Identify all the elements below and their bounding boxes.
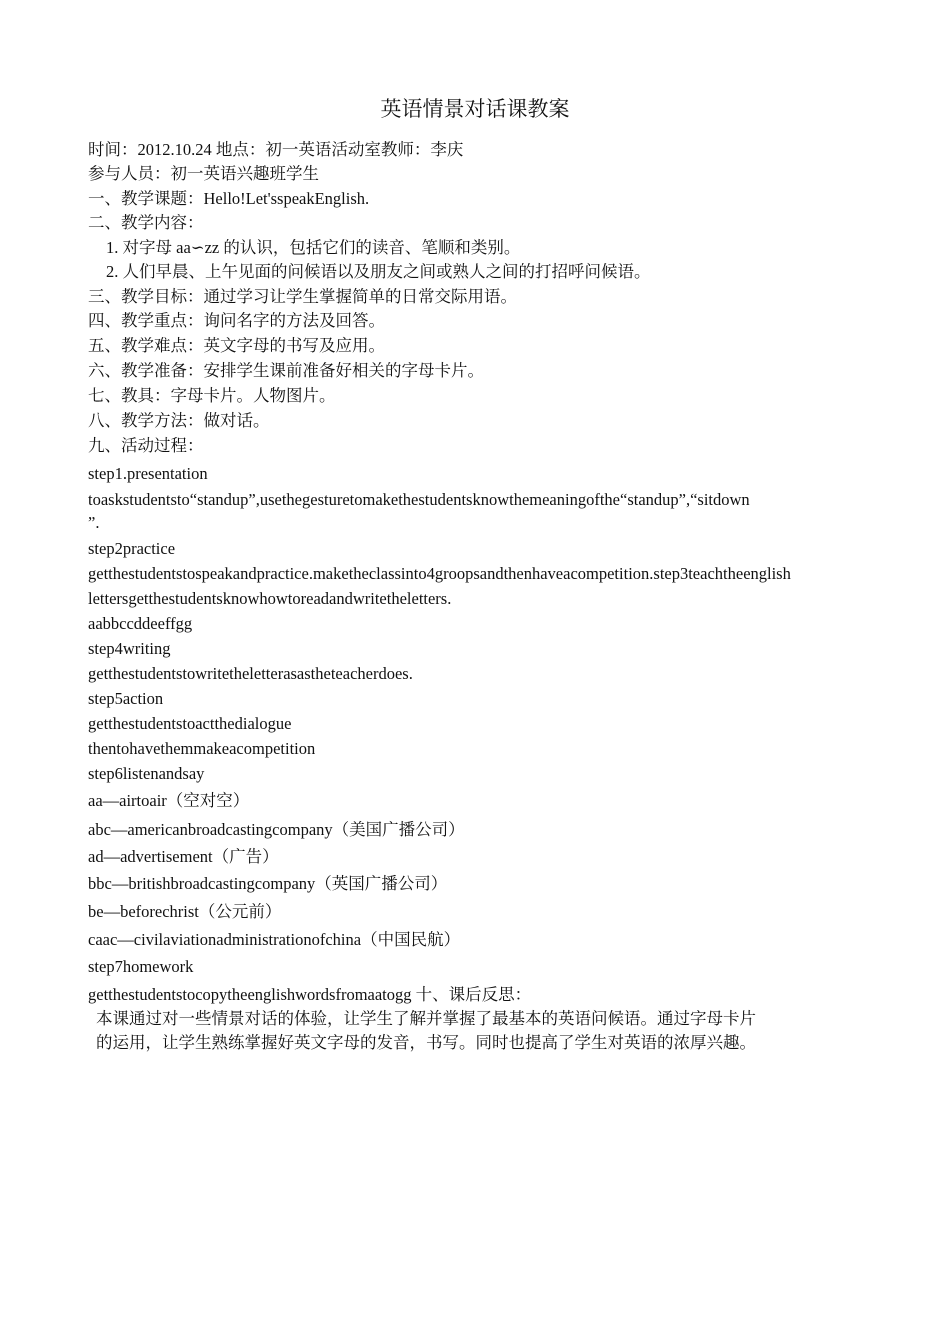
step7-text-and-reflection-heading: getthestudentstocopytheenglishwordsfromaatogg 十、课后反思： bbox=[88, 985, 532, 1004]
step1-heading: step1.presentation bbox=[88, 464, 208, 483]
step5-text-2: thentohavethemmakeacompetition bbox=[88, 739, 316, 758]
reflection-paragraph-line-2: 的运用，让学生熟练掌握好英文字母的发音，书写。同时也提高了学生对英语的浓厚兴趣。 bbox=[96, 1033, 756, 1052]
abbr-aa: aa—airtoair（空对空） bbox=[88, 791, 250, 810]
section-teaching-aids: 七、教具：字母卡片。人物图片。 bbox=[88, 386, 336, 405]
content-item-2: 2. 人们早晨、上午见面的问候语以及朋友之间或熟人之间的打招呼问候语。 bbox=[106, 262, 651, 281]
step6-heading: step6listenandsay bbox=[88, 764, 205, 783]
step2-text: getthestudentstospeakandpractice.maketheclassinto4groopsandthenhaveacompetition.step3teachtheenglish bbox=[88, 564, 791, 583]
abbr-be: be—beforechrist（公元前） bbox=[88, 902, 282, 921]
step1-text: toaskstudentsto“standup”,usethegesturetomakethestudentsknowthemeaningofthe“standup”,“sitdown bbox=[88, 490, 750, 509]
section-method: 八、教学方法：做对话。 bbox=[88, 411, 270, 430]
reflection-paragraph-line-1: 本课通过对一些情景对话的体验，让学生了解并掌握了最基本的英语问候语。通过字母卡片 bbox=[96, 1009, 756, 1028]
letters-line: aabbccddeeffgg bbox=[88, 614, 193, 633]
step4-text: getthestudentstowritetheletterasastheteacherdoes. bbox=[88, 664, 413, 683]
section-goal: 三、教学目标：通过学习让学生掌握简单的日常交际用语。 bbox=[88, 287, 517, 306]
section-key-point: 四、教学重点：询问名字的方法及回答。 bbox=[88, 311, 385, 330]
step4-heading: step4writing bbox=[88, 639, 171, 658]
step7-heading: step7homework bbox=[88, 957, 194, 976]
meta-line-participants: 参与人员：初一英语兴趣班学生 bbox=[88, 164, 319, 183]
section-difficulty: 五、教学难点：英文字母的书写及应用。 bbox=[88, 336, 385, 355]
abbr-caac: caac—civilaviationadministrationofchina（中国民航） bbox=[88, 930, 461, 949]
abbr-bbc: bbc—britishbroadcastingcompany（英国广播公司） bbox=[88, 874, 448, 893]
abbr-abc: abc—americanbroadcastingcompany（美国广播公司） bbox=[88, 820, 465, 839]
section-topic: 一、教学课题：Hello!Let'sspeakEnglish. bbox=[88, 189, 370, 208]
section-process-heading: 九、活动过程： bbox=[88, 436, 204, 455]
step1-text-end: ”. bbox=[88, 513, 100, 532]
content-item-1: 1. 对字母 aa∽zz 的认识，包括它们的读音、笔顺和类别。 bbox=[106, 238, 521, 257]
step5-text-1: getthestudentstoactthedialogue bbox=[88, 714, 292, 733]
document-title: 英语情景对话课教案 bbox=[380, 97, 570, 121]
section-preparation: 六、教学准备：安排学生课前准备好相关的字母卡片。 bbox=[88, 361, 484, 380]
section-content-heading: 二、教学内容： bbox=[88, 213, 204, 232]
step2-heading: step2practice bbox=[88, 539, 176, 558]
step3-text: lettersgetthestudentsknowhowtoreadandwritetheletters. bbox=[88, 589, 452, 608]
abbr-ad: ad—advertisement（广告） bbox=[88, 847, 279, 866]
step5-heading: step5action bbox=[88, 689, 164, 708]
meta-line-time-place-teacher: 时间：2012.10.24 地点：初一英语活动室教师：李庆 bbox=[88, 140, 464, 159]
